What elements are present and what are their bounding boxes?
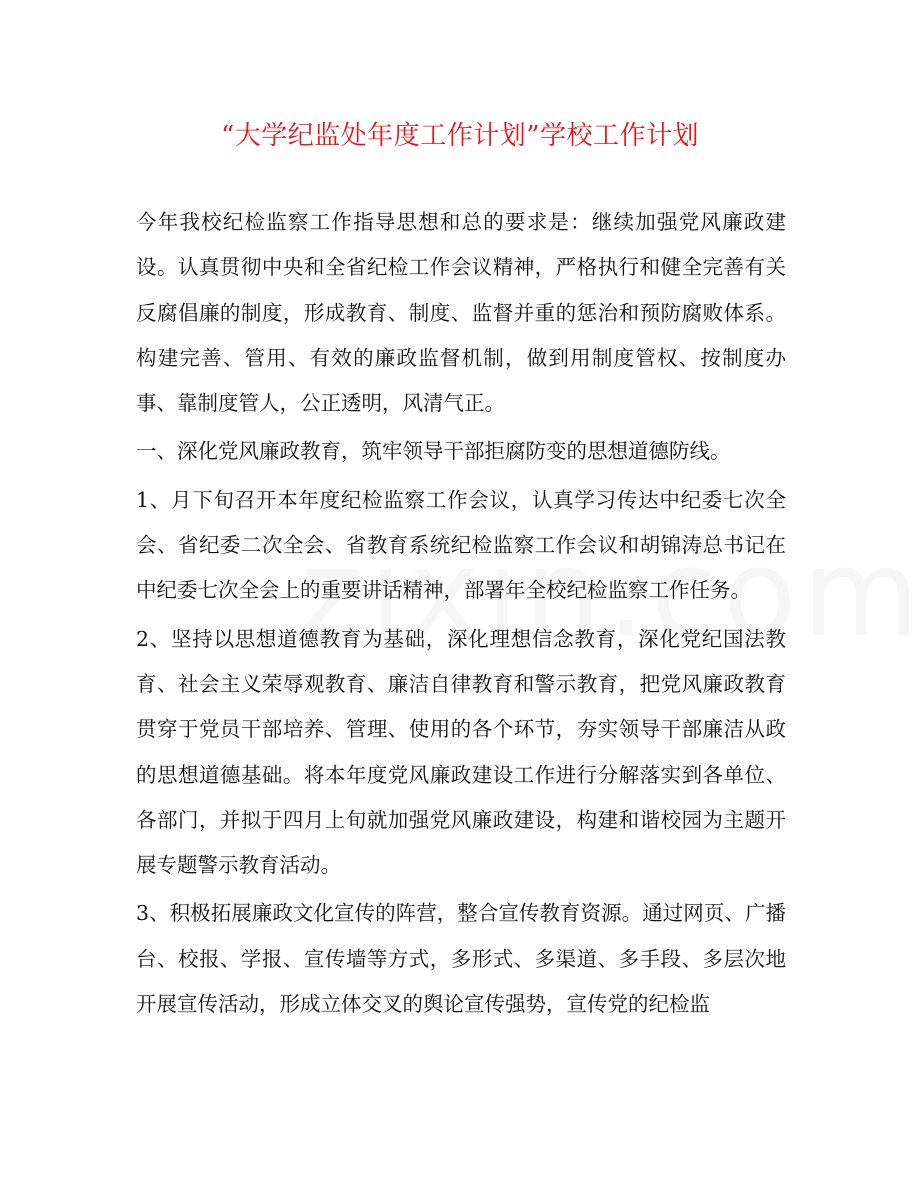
document-title: “大学纪监处年度工作计划”学校工作计划 — [220, 121, 700, 151]
intro-paragraph: 今年我校纪检监察工作指导思想和总的要求是：继续加强党风廉政建设。认真贯彻中央和全省纪检工作会议精神，严格执行和健全完善有关反腐倡廉的制度，形成教育、制度、监督并重的惩治和预防腐败体系。构建完善、管用、有效的廉政监督机制，做到用制度管权、按制度办事、靠制度管人，公正透明，风清气正。 — [136, 210, 786, 416]
section-heading-1: 一、深化党风廉政教育，筑牢领导干部拒腐防变的思想道德防线。 — [136, 439, 731, 464]
list-item-2: 2、坚持以思想道德教育为基础，深化理想信念教育，深化党纪国法教育、社会主义荣辱观教育、廉洁自律教育和警示教育，把党风廉政教育贯穿于党员干部培养、管理、使用的各个环节，夯实领导干部廉洁从政的思想道德基础。将本年度党风廉政建设工作进行分解落实到各单位、各部门，并拟于四月上旬就加强党风廉政建设，构建和谐校园为主题开展专题警示教育活动。 — [136, 626, 786, 878]
list-item-3: 3、积极拓展廉政文化宣传的阵营，整合宣传教育资源。通过网页、广播台、校报、学报、宣传墙等方式，多形式、多渠道、多手段、多层次地开展宣传活动，形成立体交叉的舆论宣传强势，宣传党的纪检监 — [136, 901, 786, 1017]
document-body — [136, 200, 786, 1027]
list-item-1: 1、月下旬召开本年度纪检监察工作会议，认真学习传达中纪委七次全会、省纪委二次全会、省教育系统纪检监察工作会议和胡锦涛总书记在中纪委七次全会上的重要讲话精神，部署年全校纪检监察工作任务。 — [136, 487, 786, 603]
